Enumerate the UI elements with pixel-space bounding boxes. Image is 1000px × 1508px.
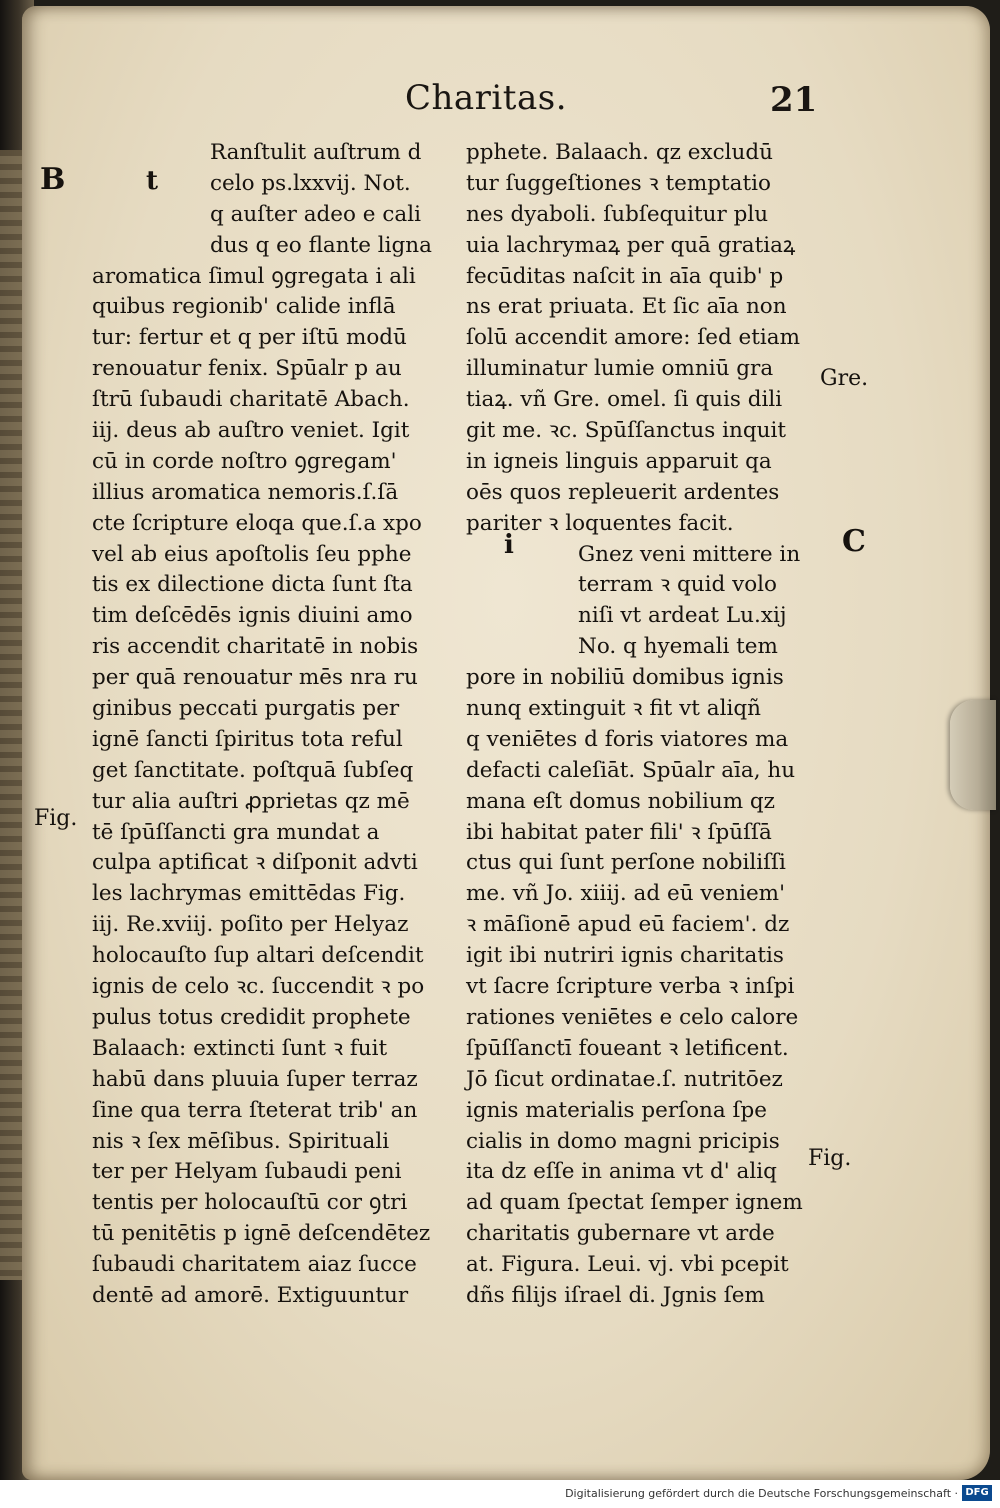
- dfg-logo-icon: DFG: [962, 1485, 992, 1501]
- text-line: dus q eo flante ligna: [210, 232, 432, 258]
- text-line: uia lachrymaꝝ per quā gratiaꝝ: [466, 232, 796, 258]
- text-line: tū penitētis p ignē deſcendētez: [92, 1221, 431, 1247]
- text-line: tur ſuggeſtiones ꝛ temptatio: [466, 170, 771, 196]
- text-line: fecūditas naſcit in aīa quib' p: [466, 263, 784, 289]
- running-head: Charitas.: [405, 78, 567, 118]
- text-line: git me. ꝛc. Spūſſanctus inquit: [466, 418, 786, 444]
- text-line: tur alia auſtri ꝓprietas qz mē: [92, 788, 410, 814]
- previous-page-edge: [0, 150, 22, 1280]
- text-line: per quā renouatur mēs nra ru: [92, 665, 418, 691]
- text-line: ſolū accendit amore: ſed etiam: [466, 325, 800, 351]
- text-line: igit ibi nutriri ignis charitatis: [466, 943, 784, 969]
- text-line: terram ꝛ quid volo: [578, 572, 777, 598]
- text-line: Gnez veni mittere in: [578, 541, 801, 567]
- marginal-note-gre: Gre.: [820, 366, 869, 391]
- text-line: habū dans pluuia ſuper terraz: [92, 1066, 418, 1092]
- text-line: ſubaudi charitatem aiaz ſucce: [92, 1252, 417, 1278]
- text-line: ctus qui ſunt perſone nobiliſſi: [466, 850, 786, 876]
- text-line: pulus totus credidit prophete: [92, 1004, 411, 1030]
- marginal-letter-c: C: [842, 524, 866, 559]
- text-line: pphete. Balaach. qz excludū: [466, 140, 773, 165]
- text-line: charitatis gubernare vt arde: [466, 1221, 775, 1247]
- text-line: ignis materialis perſona ſpe: [466, 1097, 767, 1123]
- text-line: niſi vt ardeat Lu.xij: [578, 603, 787, 629]
- text-line: ſpūſſanctī foueant ꝛ letificent.: [466, 1035, 789, 1061]
- text-line: les lachrymas emittēdas Fig.: [92, 881, 406, 907]
- folio-number: 21: [770, 80, 818, 120]
- marginal-letter-b: B: [40, 162, 66, 197]
- text-line: rationes veniētes e celo calore: [466, 1004, 799, 1030]
- text-line: cte ſcripture eloqa que.ſ.a xpo: [92, 510, 422, 536]
- text-line: Ranſtulit auſtrum d: [210, 140, 422, 165]
- text-line: ris accendit charitatē in nobis: [92, 634, 419, 660]
- funding-credit: Digitalisierung gefördert durch die Deutsche Forschungsgemeinschaft ·: [565, 1487, 958, 1500]
- text-line: dñs filijs iſrael di. Jgnis ſem: [466, 1282, 765, 1308]
- text-line: ad quam ſpectat ſemper ignem: [466, 1190, 803, 1216]
- text-line: ignē ſancti ſpiritus tota reful: [92, 726, 403, 752]
- marginal-note-fig-right: Fig.: [808, 1146, 852, 1171]
- text-line: tiaꝝ. vñ Gre. omel. ſi quis dili: [466, 387, 783, 413]
- guide-letter-t: t: [146, 166, 159, 196]
- text-line: tentis per holocauſtū cor ꝯtri: [92, 1190, 408, 1216]
- text-line: Jō ſicut ordinatae.ſ. nutritōez: [466, 1066, 783, 1092]
- text-line: at. Figura. Leui. vj. vbi pcepit: [466, 1252, 789, 1278]
- text-line: iij. Re.xviij. poſito per Helyaz: [92, 912, 409, 938]
- text-line: me. vñ Jo. xiiij. ad eū veniem': [466, 881, 785, 907]
- left-text-column: [92, 138, 442, 1312]
- text-line: cū in corde noſtro ꝯgregam': [92, 448, 397, 474]
- text-line: ibi habitat pater fili' ꝛ ſpūſſā: [466, 819, 772, 845]
- text-line: cialis in domo magni pricipis: [466, 1128, 780, 1154]
- book-clasp: [950, 700, 996, 810]
- text-line: renouatur fenix. Spūalr p au: [92, 356, 402, 382]
- text-line: nunq extinguit ꝛ fit vt aliqñ: [466, 696, 761, 722]
- text-line: defacti caleſiāt. Spūalr aīa, hu: [466, 757, 796, 783]
- text-line: vel ab eius apoſtolis ſeu pphe: [92, 541, 412, 567]
- right-text-column: [466, 138, 818, 1312]
- digitization-footer: [0, 1480, 1000, 1508]
- text-line: ita dz eſſe in anima vt d' aliq: [466, 1159, 777, 1185]
- text-line: celo ps.lxxvij. Not.: [210, 170, 411, 196]
- text-line: nis ꝛ ſex mēſibus. Spirituali: [92, 1128, 390, 1154]
- text-line: tis ex dilectione dicta ſunt ſta: [92, 572, 413, 598]
- text-line: illius aromatica nemoris.ſ.ſā: [92, 479, 399, 505]
- text-line: No. q hyemali tem: [578, 634, 778, 660]
- text-line: mana eſt domus nobilium qz: [466, 788, 776, 814]
- text-line: tē ſpūſſancti gra mundat a: [92, 819, 380, 845]
- text-line: quibus regionib' calide inflā: [92, 294, 396, 320]
- text-line: tim deſcēdēs ignis diuini amo: [92, 603, 413, 629]
- text-line: q auſter adeo e cali: [210, 201, 421, 227]
- text-line: illuminatur lumie omniū gra: [466, 356, 774, 382]
- text-line: ſtrū ſubaudi charitatē Abach.: [92, 387, 410, 413]
- text-line: tur: fertur et q per iſtū modū: [92, 325, 407, 351]
- guide-letter-i: i: [504, 530, 514, 560]
- text-line: pore in nobiliū domibus ignis: [466, 665, 784, 691]
- text-line: nes dyaboli. ſubſequitur plu: [466, 201, 769, 227]
- text-line: dentē ad amorē. Extiguuntur: [92, 1282, 409, 1308]
- text-line: iij. deus ab auſtro veniet. Igit: [92, 418, 410, 444]
- text-line: ter per Helyam ſubaudi peni: [92, 1159, 402, 1185]
- text-line: ſine qua terra ſteterat trib' an: [92, 1097, 418, 1123]
- text-line: aromatica ſimul ꝯgregata i ali: [92, 263, 416, 289]
- marginal-note-fig-left: Fig.: [34, 806, 78, 831]
- text-line: vt ſacre ſcripture verba ꝛ inſpi: [466, 974, 795, 1000]
- text-line: q veniētes d foris viatores ma: [466, 726, 789, 752]
- text-line: ns erat priuata. Et ſic aīa non: [466, 294, 787, 320]
- text-line: culpa aptificat ꝛ diſponit advti: [92, 850, 418, 876]
- text-line: Balaach: extincti ſunt ꝛ fuit: [92, 1035, 388, 1061]
- text-line: ꝛ māſionē apud eū faciem'. dz: [466, 912, 790, 938]
- text-line: ignis de celo ꝛc. ſuccendit ꝛ po: [92, 974, 425, 1000]
- text-line: get ſanctitate. poſtquā ſubſeq: [92, 757, 414, 783]
- text-line: ginibus peccati purgatis per: [92, 696, 400, 722]
- text-line: holocauſto ſup altari deſcendit: [92, 943, 424, 969]
- text-line: in igneis linguis apparuit qa: [466, 448, 772, 474]
- text-line: pariter ꝛ loquentes facit.: [466, 510, 734, 536]
- text-line: oēs quos repleuerit ardentes: [466, 479, 780, 505]
